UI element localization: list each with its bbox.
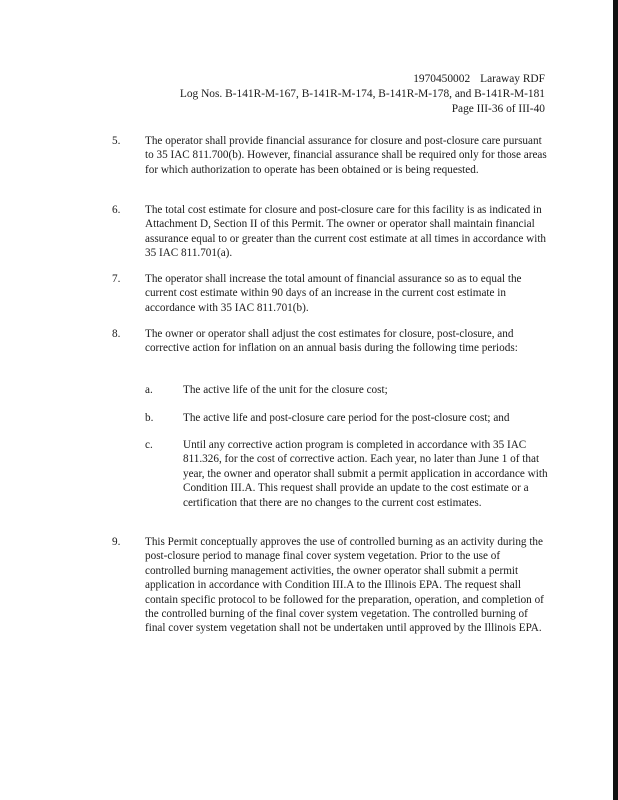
page-number: Page III-36 of III-40 [451,103,545,115]
subitem-letter: b. [145,412,154,424]
subitem-letter: c. [145,439,153,451]
condition-item-9 [112,535,552,636]
item-text: The operator shall increase the total amount of financial assurance so as to equal the current cost estimate within 90 days of an increase in the current cost estimate in accordance with 35 IAC 811.701(b). [145,273,522,314]
subitem-text: The active life of the unit for the closure cost; [183,384,388,396]
subitem-text: The active life and post-closure care period for the post-closure cost; and [183,412,510,424]
site-name: Laraway RDF [480,73,545,85]
item-text: The owner or operator shall adjust the cost estimates for closure, post-closure, and corrective action for inflation on an annual basis during the following time periods: [145,328,518,355]
item-text: This Permit conceptually approves the use of controlled burning as an activity during the post-closure period to manage final cover system vegetation. Prior to the use of controlled burning management activities, the owner operator shall submit a permit application in accordance with Condition III.A to the Illinois EPA. The request shall contain specific protocol to be followed for the preparation, operation, and completion of the controlled burning of the final cover system vegetation. The controlled burning of final cover system vegetation shall not be undertaken until approved by the Illinois EPA. [145,536,544,635]
subitem-a [145,383,555,397]
subitem-c [145,438,555,510]
condition-item-8 [112,327,552,356]
condition-item-6 [112,203,552,261]
item-number: 5. [112,135,121,147]
log-numbers: Log Nos. B-141R-M-167, B-141R-M-174, B-141R-M-178, and B-141R-M-181 [179,88,545,100]
condition-item-5 [112,134,552,177]
item-number: 6. [112,204,121,216]
item-number: 7. [112,273,121,285]
scan-edge [613,0,618,800]
subitem-text: Until any corrective action program is completed in accordance with 35 IAC 811.326, for the cost of corrective action. Each year, no later than June 1 of that year, the owner and operator shall submit a permit application in accordance with Condition III.A. This request shall provide an update to the cost estimate or a certification that there are no changes to the current cost estimates. [183,439,548,509]
doc-id: 1970450002 [413,73,471,85]
item-number: 8. [112,328,121,340]
item-text: The total cost estimate for closure and post-closure care for this facility is as indicated in Attachment D, Section II of this Permit. The owner or operator shall maintain financial assurance equal to or greater than the current cost estimate at all times in accordance with 35 IAC 811.701(a). [145,204,547,260]
condition-item-7 [112,272,552,315]
item-text: The operator shall provide financial assurance for closure and post-closure care pursuant to 35 IAC 811.700(b). However, financial assurance shall be required only for those areas for which authorization to operate has been obtained or is being requested. [145,135,547,176]
item-number: 9. [112,536,121,548]
subitem-b [145,411,555,425]
header-id-line [125,72,545,87]
subitem-letter: a. [145,384,153,396]
page-header [125,72,545,117]
